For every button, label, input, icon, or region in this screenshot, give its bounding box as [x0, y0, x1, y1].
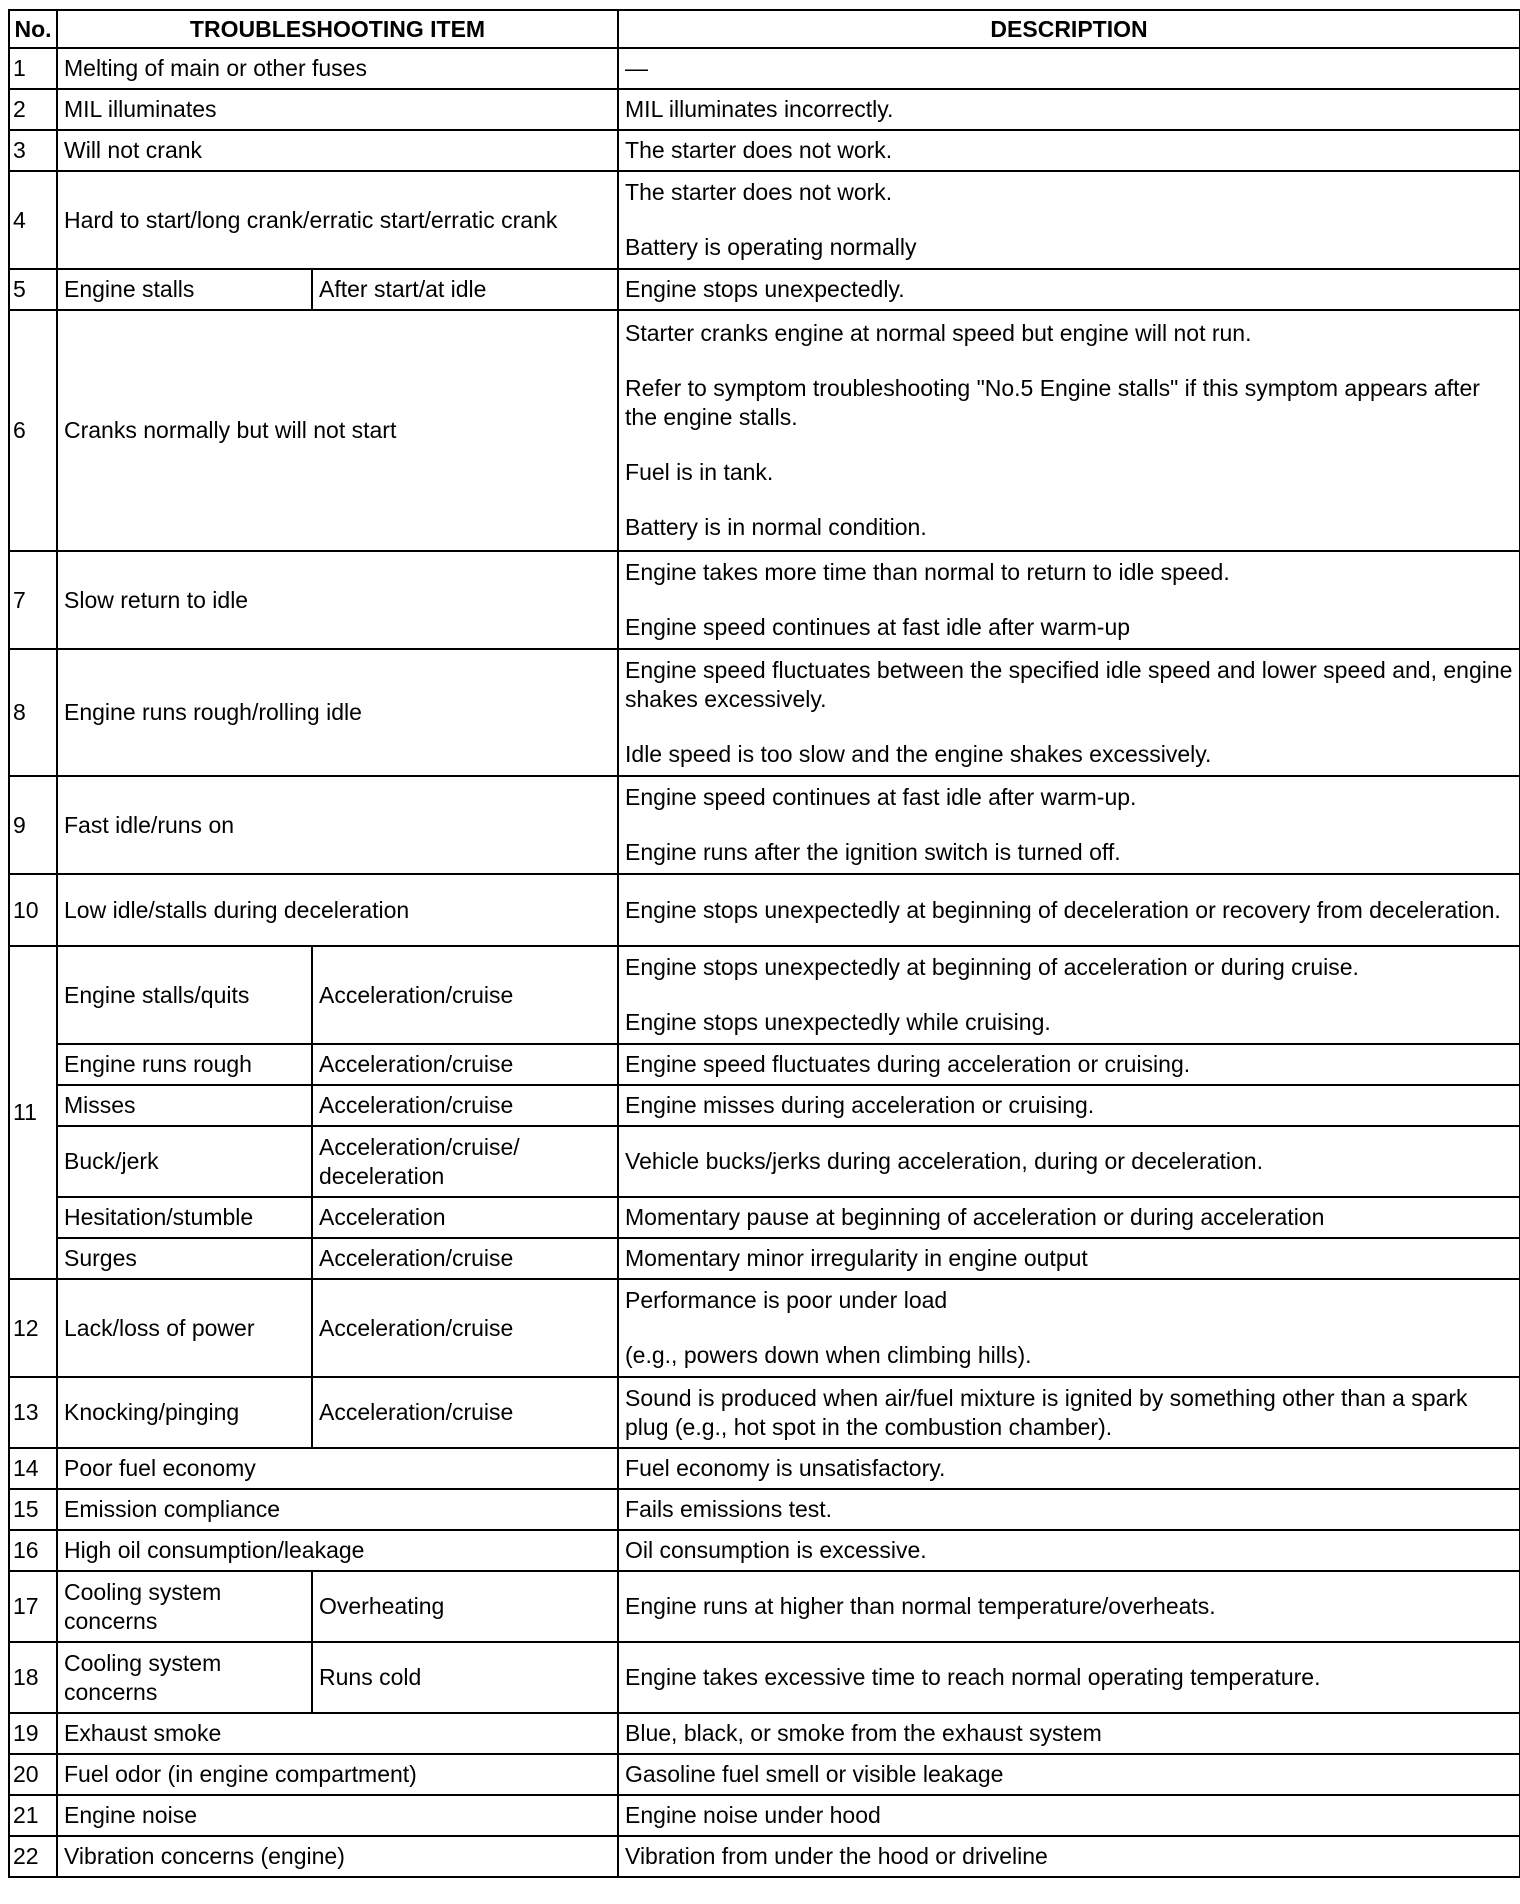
description-line: Engine takes more time than normal to return to idle speed. [625, 559, 1230, 585]
description-line: Engine speed fluctuates during acceleration or cruising. [625, 1051, 1191, 1077]
description [618, 1448, 1520, 1489]
description-line: Vehicle bucks/jerks during acceleration, during or deceleration. [625, 1148, 1263, 1174]
description [618, 1530, 1520, 1571]
row-number: 1 [9, 48, 57, 89]
table-row [9, 269, 1520, 310]
description [618, 1836, 1520, 1877]
troubleshooting-item: Misses [57, 1085, 312, 1126]
header-description: DESCRIPTION [618, 10, 1520, 48]
row-number: 10 [9, 874, 57, 946]
description [618, 1795, 1520, 1836]
table-row [9, 310, 1520, 551]
row-number: 17 [9, 1571, 57, 1642]
troubleshooting-item: Melting of main or other fuses [57, 48, 618, 89]
troubleshooting-item: Surges [57, 1238, 312, 1279]
troubleshooting-item: Lack/loss of power [57, 1279, 312, 1377]
troubleshooting-item: Engine stalls [57, 269, 312, 310]
troubleshooting-condition: Runs cold [312, 1642, 618, 1713]
troubleshooting-condition: After start/at idle [312, 269, 618, 310]
description-line: Fails emissions test. [625, 1496, 833, 1522]
troubleshooting-item: High oil consumption/leakage [57, 1530, 618, 1571]
description-line: Refer to symptom troubleshooting "No.5 Engine stalls" if this symptom appears after the engine stalls. [625, 375, 1480, 430]
description [618, 269, 1520, 310]
header-no: No. [9, 10, 57, 48]
description [618, 130, 1520, 171]
header-troubleshooting-item: TROUBLESHOOTING ITEM [57, 10, 618, 48]
table-row [9, 130, 1520, 171]
description [618, 48, 1520, 89]
troubleshooting-condition: Acceleration/cruise/ deceleration [312, 1126, 618, 1197]
troubleshooting-item: Cooling system concerns [57, 1642, 312, 1713]
troubleshooting-item: Engine runs rough/rolling idle [57, 649, 618, 776]
description [618, 1642, 1520, 1713]
row-number: 16 [9, 1530, 57, 1571]
troubleshooting-item: Poor fuel economy [57, 1448, 618, 1489]
table-row [9, 1754, 1520, 1795]
row-number: 2 [9, 89, 57, 130]
table-row [9, 1279, 1520, 1377]
description [618, 946, 1520, 1044]
troubleshooting-item: Emission compliance [57, 1489, 618, 1530]
description [618, 776, 1520, 874]
description-line: (e.g., powers down when climbing hills). [625, 1342, 1032, 1368]
description-line: Engine stops unexpectedly. [625, 276, 905, 302]
description-line: The starter does not work. [625, 179, 893, 205]
table-row [9, 1642, 1520, 1713]
description-line: Battery is in normal condition. [625, 514, 927, 540]
row-number: 14 [9, 1448, 57, 1489]
troubleshooting-table-container [8, 9, 1520, 1878]
description-line: Starter cranks engine at normal speed but engine will not run. [625, 320, 1252, 346]
description-line: Gasoline fuel smell or visible leakage [625, 1761, 1004, 1787]
troubleshooting-condition: Overheating [312, 1571, 618, 1642]
troubleshooting-item: Fast idle/runs on [57, 776, 618, 874]
row-number: 5 [9, 269, 57, 310]
table-row [9, 1713, 1520, 1754]
description-line: Fuel is in tank. [625, 459, 774, 485]
description [618, 1713, 1520, 1754]
row-number: 12 [9, 1279, 57, 1377]
table-row [9, 1377, 1520, 1448]
troubleshooting-item: Engine noise [57, 1795, 618, 1836]
troubleshooting-condition: Acceleration/cruise [312, 1377, 618, 1448]
troubleshooting-table [8, 9, 1520, 1878]
description-line: Engine speed continues at fast idle after warm-up [625, 614, 1131, 640]
troubleshooting-item: Knocking/pinging [57, 1377, 312, 1448]
row-number: 22 [9, 1836, 57, 1877]
description [618, 1197, 1520, 1238]
description [618, 1238, 1520, 1279]
description-line: The starter does not work. [625, 137, 893, 163]
table-row [9, 1197, 1520, 1238]
description [618, 1754, 1520, 1795]
description [618, 1044, 1520, 1085]
row-number: 9 [9, 776, 57, 874]
row-number: 7 [9, 551, 57, 649]
row-number: 13 [9, 1377, 57, 1448]
description-line: Fuel economy is unsatisfactory. [625, 1455, 946, 1481]
troubleshooting-item: Buck/jerk [57, 1126, 312, 1197]
troubleshooting-condition: Acceleration/cruise [312, 1238, 618, 1279]
description-line: Engine stops unexpectedly while cruising. [625, 1009, 1051, 1035]
row-number: 6 [9, 310, 57, 551]
row-number: 21 [9, 1795, 57, 1836]
description [618, 1377, 1520, 1448]
troubleshooting-condition: Acceleration/cruise [312, 946, 618, 1044]
table-row [9, 1238, 1520, 1279]
troubleshooting-item: MIL illuminates [57, 89, 618, 130]
troubleshooting-item: Vibration concerns (engine) [57, 1836, 618, 1877]
troubleshooting-condition: Acceleration [312, 1197, 618, 1238]
description-line: — [625, 55, 649, 81]
table-row [9, 1489, 1520, 1530]
table-row [9, 1836, 1520, 1877]
description [618, 171, 1520, 269]
row-number: 8 [9, 649, 57, 776]
description [618, 1571, 1520, 1642]
table-row [9, 171, 1520, 269]
header-row [9, 10, 1520, 48]
table-row [9, 776, 1520, 874]
table-row [9, 1044, 1520, 1085]
troubleshooting-item: Hard to start/long crank/erratic start/erratic crank [57, 171, 618, 269]
troubleshooting-item: Hesitation/stumble [57, 1197, 312, 1238]
description [618, 1279, 1520, 1377]
troubleshooting-condition: Acceleration/cruise [312, 1085, 618, 1126]
table-row [9, 1795, 1520, 1836]
description [618, 649, 1520, 776]
description-line: Engine stops unexpectedly at beginning of deceleration or recovery from deceleration. [625, 896, 1501, 923]
description-line: Engine runs after the ignition switch is turned off. [625, 839, 1121, 865]
table-row [9, 551, 1520, 649]
description-line: Engine misses during acceleration or cruising. [625, 1092, 1095, 1118]
troubleshooting-item: Engine runs rough [57, 1044, 312, 1085]
description-line: Performance is poor under load [625, 1287, 948, 1313]
description-line: Engine takes excessive time to reach normal operating temperature. [625, 1664, 1321, 1690]
table-row [9, 946, 1520, 1044]
troubleshooting-item: Cranks normally but will not start [57, 310, 618, 551]
row-number: 19 [9, 1713, 57, 1754]
description-line: Engine speed continues at fast idle after warm-up. [625, 784, 1137, 810]
description [618, 1085, 1520, 1126]
troubleshooting-item: Exhaust smoke [57, 1713, 618, 1754]
description [618, 89, 1520, 130]
row-number: 4 [9, 171, 57, 269]
table-row [9, 1085, 1520, 1126]
row-number: 18 [9, 1642, 57, 1713]
description-line: Sound is produced when air/fuel mixture is ignited by something other than a spark plug (e.g., hot spot in the combustion chamber). [625, 1384, 1468, 1440]
description-line: Oil consumption is excessive. [625, 1537, 927, 1563]
table-row [9, 89, 1520, 130]
row-number: 15 [9, 1489, 57, 1530]
description-line: Momentary minor irregularity in engine output [625, 1245, 1088, 1271]
row-number: 20 [9, 1754, 57, 1795]
description-line: Blue, black, or smoke from the exhaust system [625, 1720, 1102, 1746]
troubleshooting-item: Fuel odor (in engine compartment) [57, 1754, 618, 1795]
table-row [9, 1448, 1520, 1489]
description-line: Engine noise under hood [625, 1802, 881, 1828]
troubleshooting-item: Low idle/stalls during deceleration [57, 874, 618, 946]
description-line: MIL illuminates incorrectly. [625, 96, 894, 122]
table-row [9, 874, 1520, 946]
troubleshooting-condition: Acceleration/cruise [312, 1044, 618, 1085]
troubleshooting-item: Engine stalls/quits [57, 946, 312, 1044]
description-line: Momentary pause at beginning of acceleration or during acceleration [625, 1204, 1325, 1230]
table-row [9, 1126, 1520, 1197]
description [618, 1489, 1520, 1530]
description-line: Engine runs at higher than normal temperature/overheats. [625, 1593, 1216, 1619]
row-number: 11 [9, 946, 57, 1279]
description [618, 551, 1520, 649]
description [618, 874, 1520, 946]
description-line: Idle speed is too slow and the engine shakes excessively. [625, 741, 1212, 767]
troubleshooting-item: Will not crank [57, 130, 618, 171]
table-row [9, 1571, 1520, 1642]
description-line: Vibration from under the hood or driveline [625, 1843, 1048, 1869]
troubleshooting-item: Slow return to idle [57, 551, 618, 649]
troubleshooting-item: Cooling system concerns [57, 1571, 312, 1642]
table-row [9, 649, 1520, 776]
description-line: Battery is operating normally [625, 234, 917, 260]
row-number: 3 [9, 130, 57, 171]
description [618, 310, 1520, 551]
description-line: Engine stops unexpectedly at beginning of acceleration or during cruise. [625, 954, 1359, 980]
troubleshooting-condition: Acceleration/cruise [312, 1279, 618, 1377]
table-row [9, 48, 1520, 89]
description-line: Engine speed fluctuates between the specified idle speed and lower speed and, engine shakes excessively. [625, 657, 1513, 712]
description [618, 1126, 1520, 1197]
table-row [9, 1530, 1520, 1571]
